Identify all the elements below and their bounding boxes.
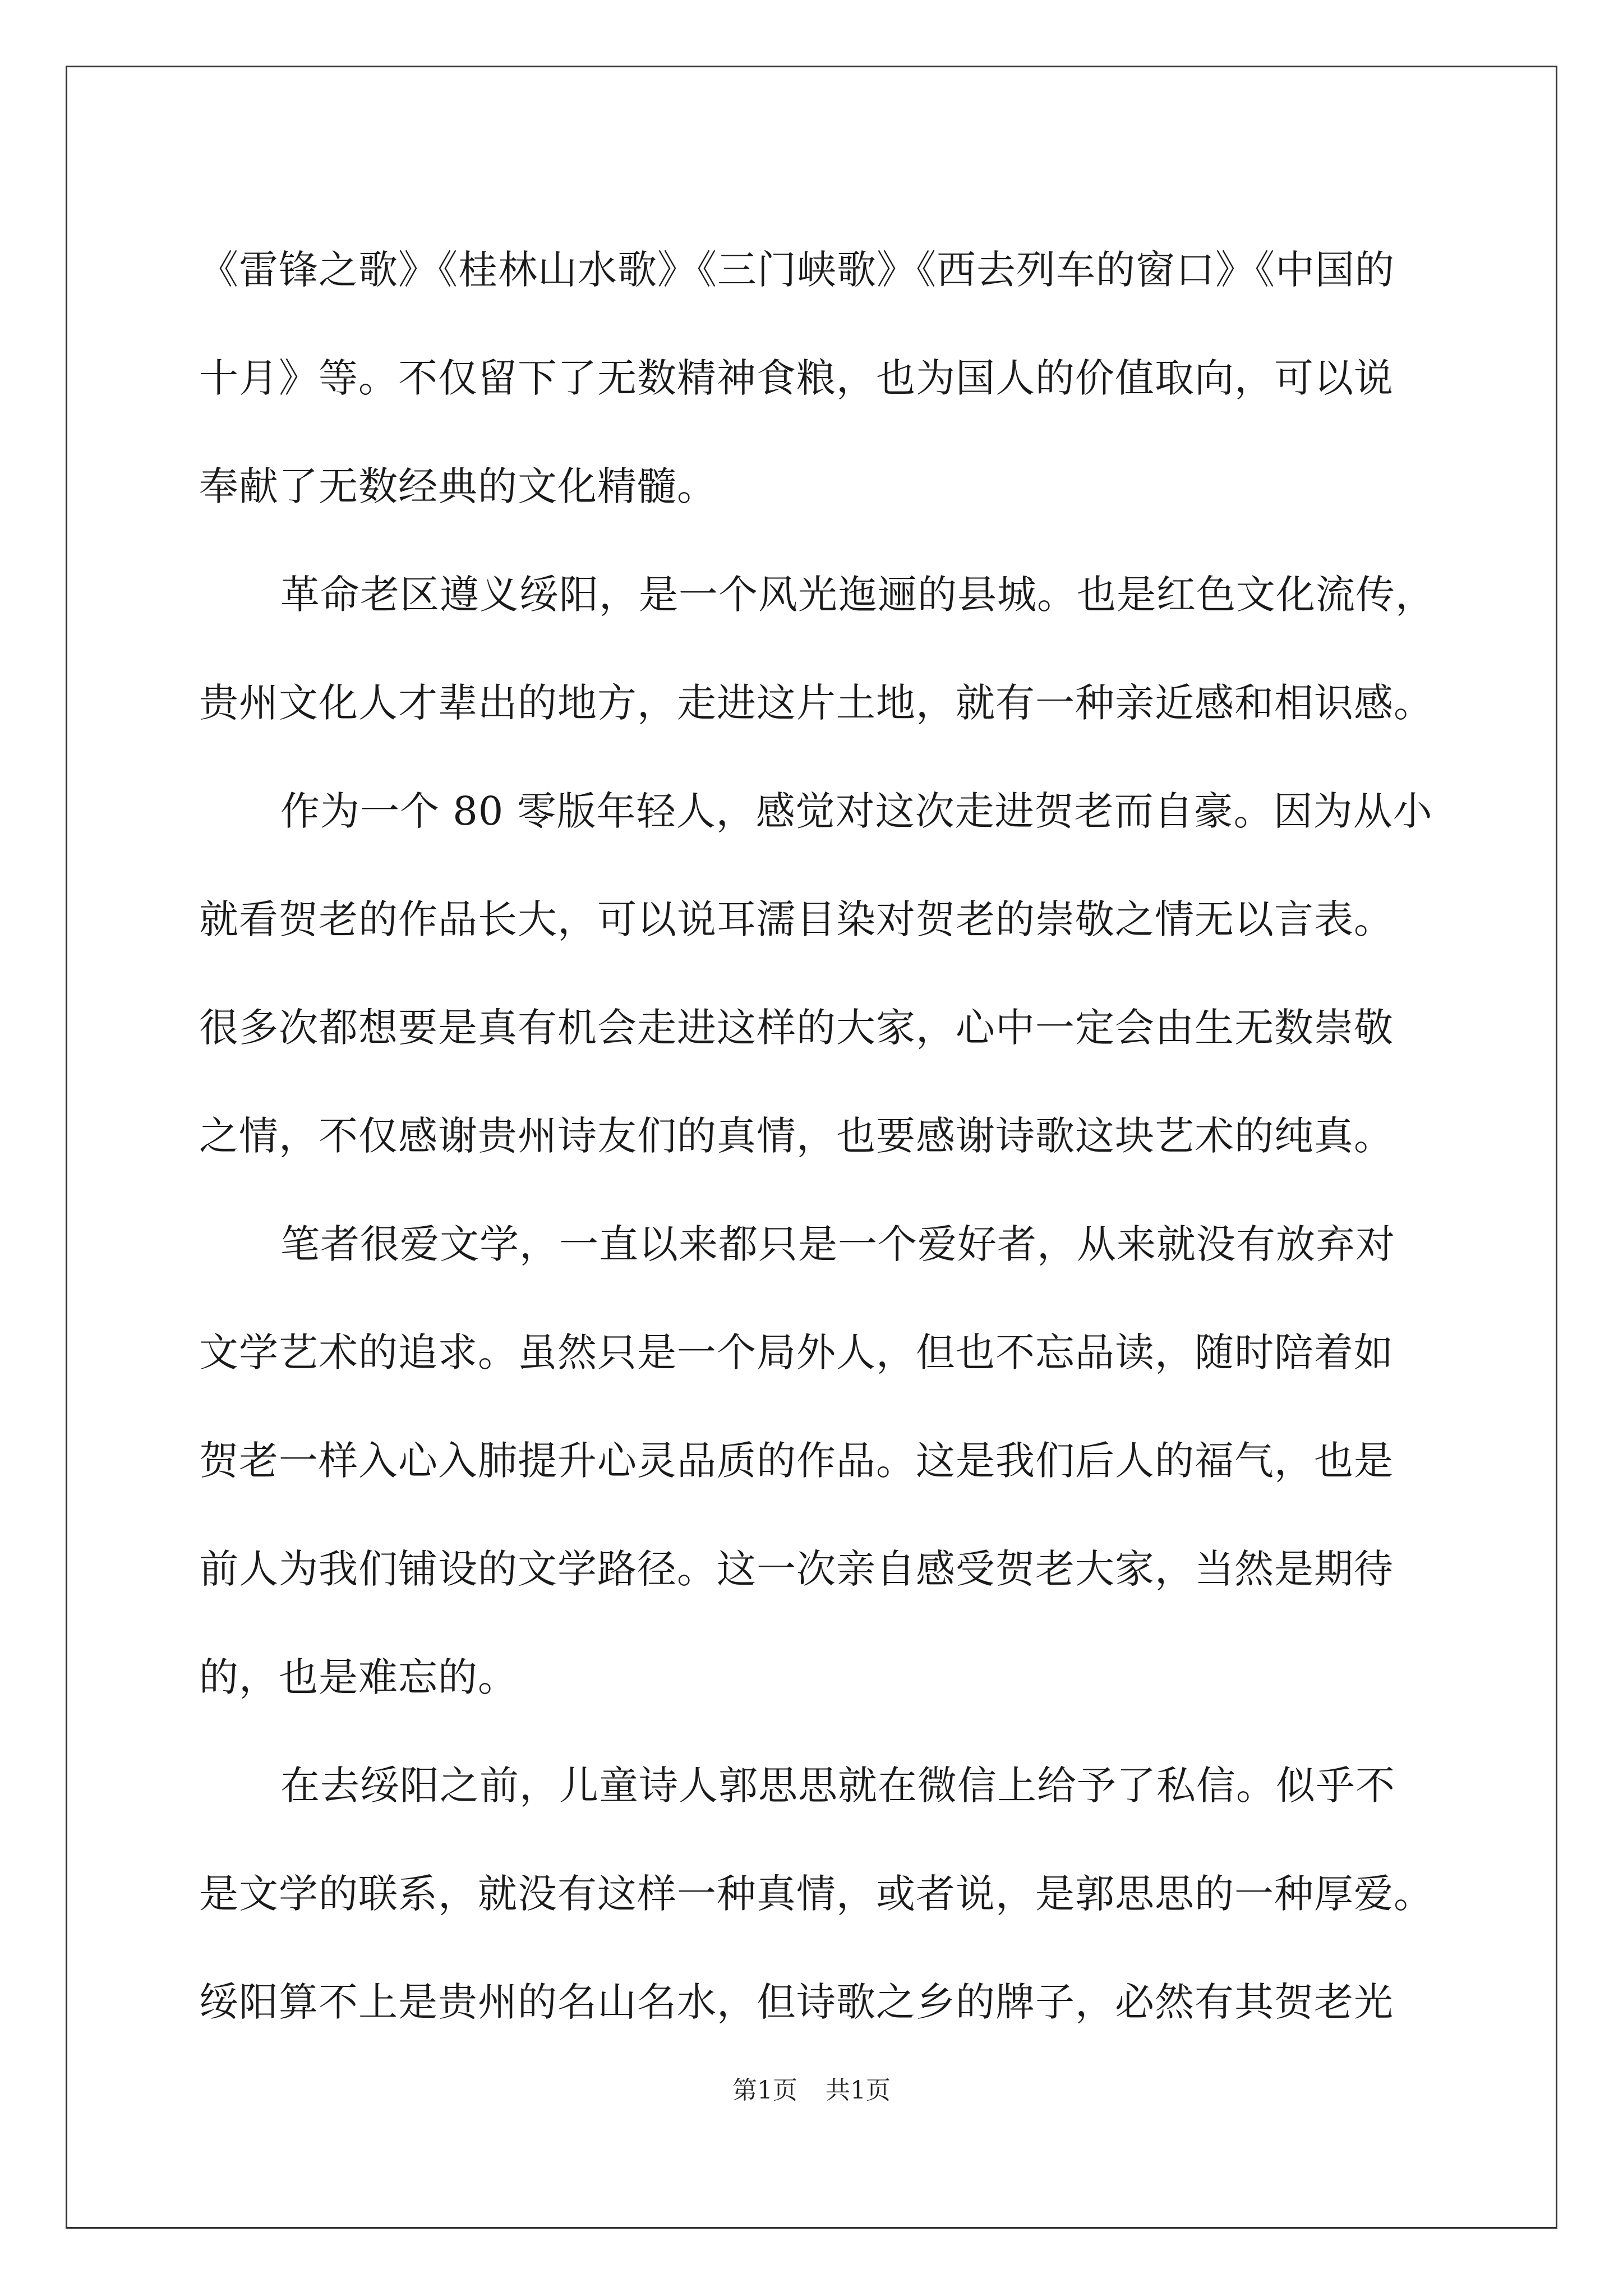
paragraph-3 (199, 757, 1433, 1190)
text-line: 在去绥阳之前，儿童诗人郭思思就在微信上给予了私信。似乎不 (280, 1763, 1395, 1809)
text-line: 就看贺老的作品长大，可以说耳濡目染对贺老的崇敬之情无以言表。 (199, 896, 1394, 942)
text-line: 奉献了无数经典的文化精髓。 (199, 463, 717, 509)
text-line: 《雷锋之歌》《桂林山水歌》《三门峡歌》《西去列车的窗口》《中国的 (199, 247, 1395, 293)
paragraph-4 (199, 1190, 1433, 1732)
text-line: 很多次都想要是真有机会走进这样的大家，心中一定会由生无数崇敬 (199, 1005, 1394, 1051)
paragraph-5 (199, 1732, 1433, 2056)
page-number-current: 第1页 (732, 2076, 797, 2105)
text-line: 之情，不仅感谢贵州诗友们的真情，也要感谢诗歌这块艺术的纯真。 (199, 1113, 1394, 1159)
text-line: 笔者很爱文学，一直以来都只是一个爱好者，从来就没有放弃对 (280, 1221, 1395, 1267)
text-line: 贵州文化人才辈出的地方，走进这片土地，就有一种亲近感和相识感。 (199, 680, 1433, 726)
text-line: 十月》等。不仅留下了无数精神食粮，也为国人的价值取向，可以说 (199, 355, 1394, 401)
page-footer (0, 2070, 1623, 2106)
text-line: 革命老区遵义绥阳，是一个风光迤逦的县城。也是红色文化流传， (280, 572, 1435, 618)
text-line: 作为一个 80 零版年轻人，感觉对这次走进贺老而自豪。因为从小 (280, 788, 1433, 834)
text-line: 文学艺术的追求。虽然只是一个局外人，但也不忘品读，随时陪着如 (199, 1329, 1394, 1375)
document-body (199, 216, 1433, 2056)
text-line: 的，也是难忘的。 (199, 1654, 518, 1700)
paragraph-2 (199, 541, 1433, 757)
text-line: 是文学的联系，就没有这样一种真情，或者说，是郭思思的一种厚爱。 (199, 1871, 1433, 1917)
text-line: 贺老一样入心入肺提升心灵品质的作品。这是我们后人的福气，也是 (199, 1438, 1394, 1484)
text-line: 前人为我们铺设的文学路径。这一次亲自感受贺老大家，当然是期待 (199, 1546, 1394, 1592)
page-number-total: 共1页 (826, 2076, 891, 2105)
paragraph-1 (199, 216, 1433, 541)
text-line: 绥阳算不上是贵州的名山名水，但诗歌之乡的牌子，必然有其贺老光 (199, 1979, 1394, 2025)
